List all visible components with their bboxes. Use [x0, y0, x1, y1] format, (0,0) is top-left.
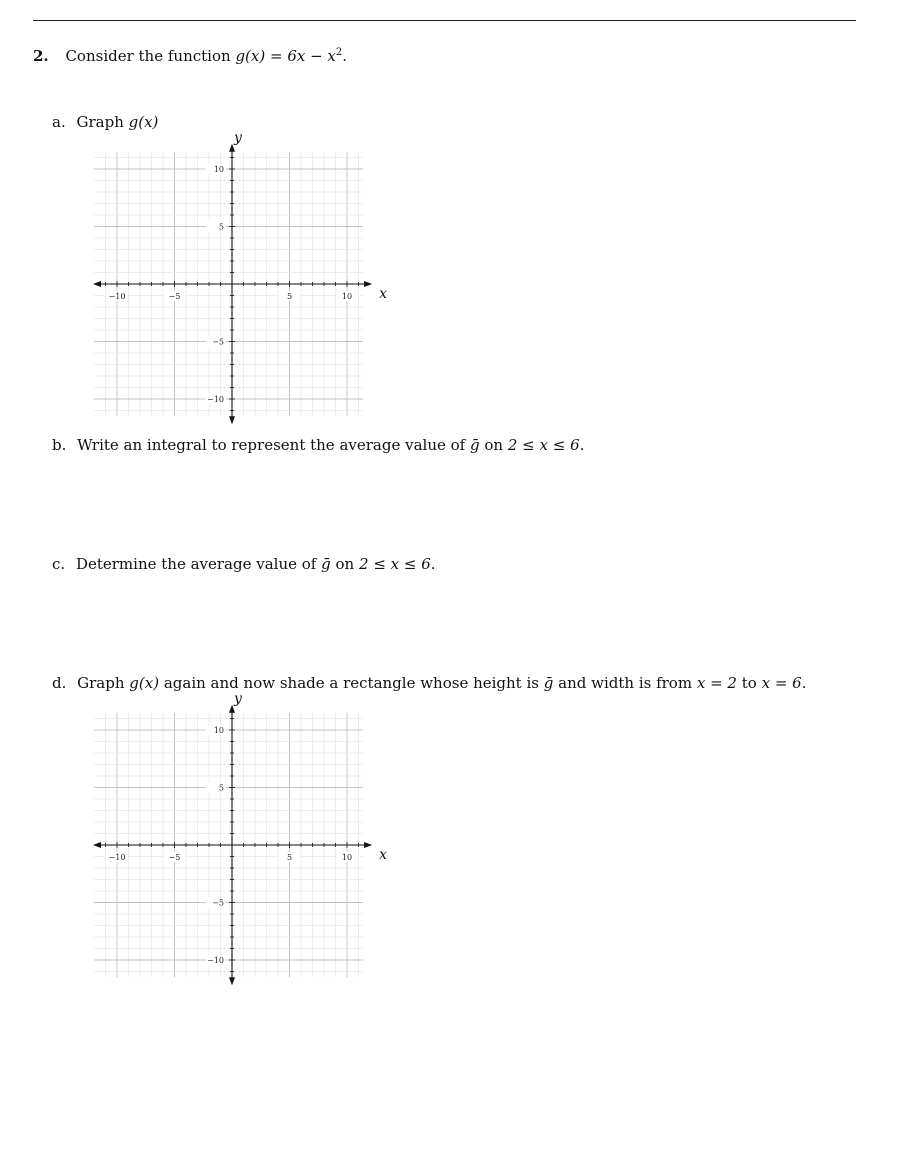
y-tick-label: 5 [218, 783, 224, 793]
part-d-label: d. [52, 674, 67, 692]
y-tick-label: −5 [212, 898, 224, 908]
function-expression: g(x) = 6x − x [235, 47, 336, 65]
x-axis-arrow-left [93, 281, 101, 287]
graph-d[interactable] [60, 690, 420, 986]
part-d-text4: to [741, 674, 757, 692]
part-b-text2: on [484, 436, 504, 454]
part-c-text: Determine the average value of [75, 555, 317, 573]
x-tick-label: −10 [108, 292, 126, 301]
part-d [52, 674, 806, 692]
problem-number: 2. [33, 47, 49, 65]
part-b-symbol: ḡ [469, 436, 480, 454]
y-axis-label: y [234, 129, 242, 146]
y-tick-label: −10 [207, 395, 224, 404]
y-axis-label: y [234, 690, 242, 707]
part-d-text1: Graph [77, 674, 125, 692]
part-a [52, 113, 158, 131]
part-d-end: . [801, 674, 807, 692]
x-axis-label: x [379, 286, 388, 302]
part-c [52, 555, 436, 573]
part-b-label: b. [52, 436, 67, 454]
part-b-text: Write an integral to represent the average value of [77, 436, 466, 454]
y-tick-label: −10 [207, 956, 224, 965]
part-d-eq2: x = 6 [761, 674, 802, 692]
y-tick-label: −5 [212, 337, 224, 347]
top-rule [33, 20, 856, 21]
y-axis-arrow-down [229, 977, 235, 985]
x-axis-arrow-right [364, 842, 372, 848]
part-d-text3: and width is from [558, 674, 693, 692]
part-d-eq1: x = 2 [696, 674, 737, 692]
x-tick-label: 10 [341, 853, 353, 862]
statement-prefix: Consider the function [65, 47, 231, 65]
part-c-range: 2 ≤ x ≤ 6 [359, 555, 431, 573]
part-c-symbol: ḡ [321, 555, 331, 573]
x-axis-label: x [379, 847, 388, 863]
statement-end: . [342, 47, 348, 65]
graph-a[interactable] [60, 129, 420, 425]
part-d-text2: again and now shade a rectangle whose height is [163, 674, 539, 692]
part-c-end: . [430, 555, 436, 573]
y-axis-arrow-down [229, 416, 235, 424]
x-tick-label: −10 [108, 853, 126, 862]
part-b-range: 2 ≤ x ≤ 6 [507, 436, 580, 454]
x-tick-label: 5 [286, 853, 293, 862]
y-tick-label: 5 [218, 222, 224, 232]
y-tick-label: 10 [213, 165, 224, 174]
part-d-math: g(x) [129, 674, 160, 692]
x-tick-label: −5 [168, 853, 181, 862]
problem-statement [33, 47, 347, 65]
x-tick-label: −5 [168, 292, 181, 301]
part-b-end: . [579, 436, 585, 454]
part-d-symbol: ḡ [543, 674, 554, 692]
x-tick-label: 5 [286, 292, 293, 301]
x-axis-arrow-left [93, 842, 101, 848]
y-tick-label: 10 [213, 726, 224, 735]
part-a-math: g(x) [128, 113, 159, 131]
function-exponent: 2 [335, 47, 343, 58]
part-c-text2: on [335, 555, 355, 573]
part-a-text: Graph [76, 113, 124, 131]
part-b [52, 436, 584, 454]
x-axis-arrow-right [364, 281, 372, 287]
part-c-label: c. [52, 555, 66, 573]
x-tick-label: 10 [341, 292, 353, 301]
part-a-label: a. [52, 113, 66, 131]
